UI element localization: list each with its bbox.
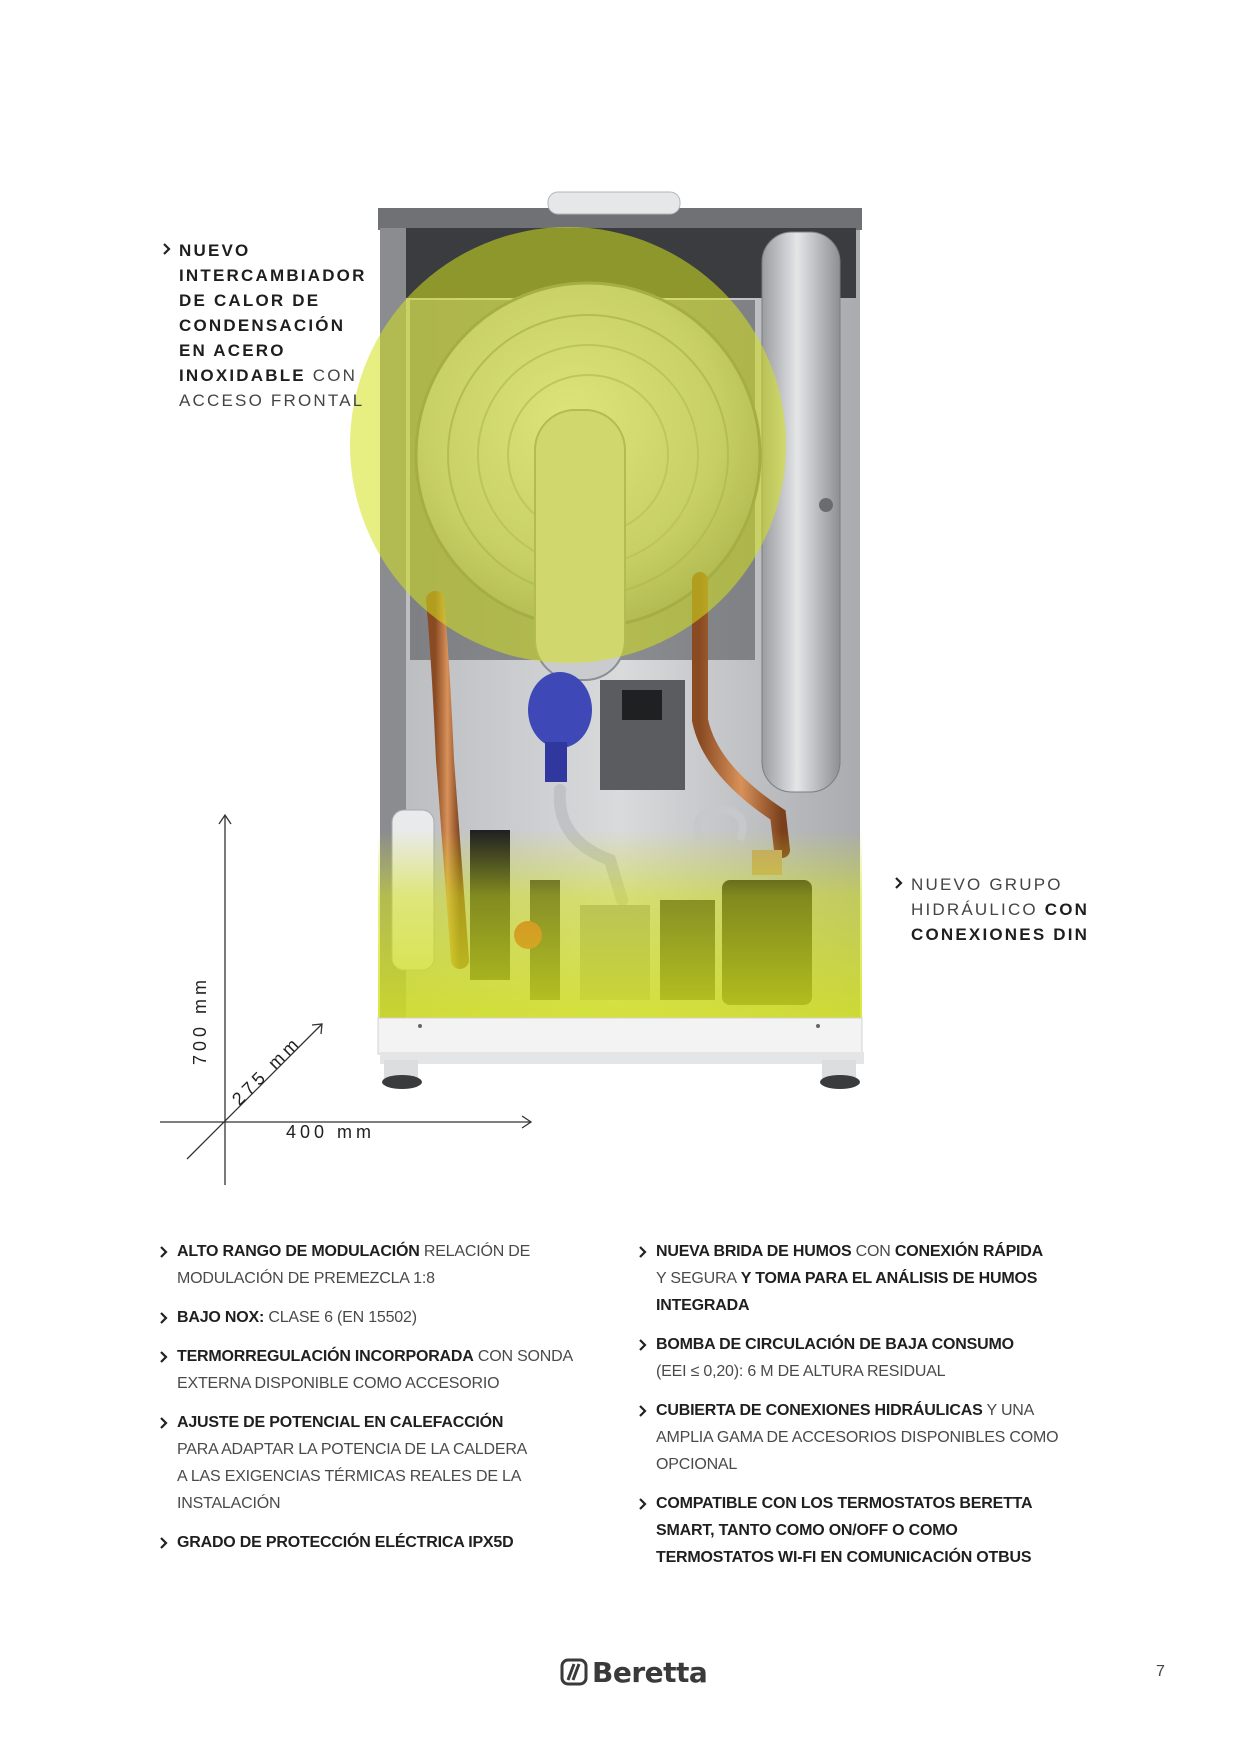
chevron-right-icon <box>159 1311 169 1325</box>
regular-text: PARA ADAPTAR LA POTENCIA DE LA CALDERA <box>177 1441 528 1458</box>
text-line <box>179 363 367 388</box>
bold-text: Y TOMA PARA EL ANÁLISIS DE HUMOS <box>736 1270 1038 1287</box>
bold-text: NUEVA BRIDA DE HUMOS <box>656 1243 852 1260</box>
text-line <box>911 872 1089 897</box>
chevron-right-icon <box>638 1245 648 1259</box>
bold-text: INTEGRADA <box>656 1297 750 1314</box>
bold-text: CONDENSACIÓN <box>179 316 346 335</box>
regular-text: Y SEGURA <box>656 1270 737 1287</box>
bold-text: CON <box>1037 900 1090 919</box>
regular-text: A LAS EXIGENCIAS TÉRMICAS REALES DE LA <box>177 1468 522 1485</box>
regular-text: CON SONDA <box>473 1348 573 1365</box>
chevron-right-icon <box>159 1245 169 1259</box>
bold-text: SMART, TANTO COMO ON/OFF O COMO <box>656 1522 958 1539</box>
bold-text: BOMBA DE CIRCULACIÓN DE BAJA CONSUMO <box>656 1336 1014 1353</box>
feature-item <box>656 1331 1014 1385</box>
text-line <box>179 288 367 313</box>
text-line <box>179 338 367 363</box>
bold-text: EN ACERO <box>179 341 286 360</box>
regular-text: ACCESO FRONTAL <box>179 391 365 410</box>
text-line <box>656 1397 1058 1424</box>
bold-text: BAJO NOX: <box>177 1309 265 1326</box>
text-line <box>656 1490 1032 1517</box>
text-line <box>656 1265 1043 1292</box>
bold-text: CUBIERTA DE CONEXIONES HIDRÁULICAS <box>656 1402 983 1419</box>
bold-text: INTERCAMBIADOR <box>179 266 367 285</box>
bold-text: AJUSTE DE POTENCIAL EN CALEFACCIÓN <box>177 1414 504 1431</box>
bold-text: CONEXIONES DIN <box>911 925 1090 944</box>
bold-text: CONEXIÓN RÁPIDA <box>894 1243 1044 1260</box>
text-line <box>656 1424 1058 1451</box>
bold-text: DE CALOR DE <box>179 291 321 310</box>
chevron-right-icon <box>638 1338 648 1352</box>
regular-text: AMPLIA GAMA DE ACCESORIOS DISPONIBLES COMO <box>656 1429 1059 1446</box>
text-line <box>179 388 367 413</box>
text-line <box>177 1265 530 1292</box>
text-line <box>177 1490 527 1517</box>
text-line <box>177 1238 530 1265</box>
regular-text: INSTALACIÓN <box>177 1495 281 1512</box>
text-line <box>177 1343 573 1370</box>
brand-name: Beretta <box>592 1655 708 1689</box>
chevron-right-icon <box>638 1404 648 1418</box>
chevron-right-icon <box>162 242 172 256</box>
beretta-logo-icon <box>560 1658 588 1686</box>
feature-item <box>656 1397 1058 1478</box>
dimension-width-label: 400 mm <box>286 1122 376 1142</box>
feature-item <box>177 1238 530 1292</box>
chevron-right-icon <box>894 876 904 890</box>
regular-text: EXTERNA DISPONIBLE COMO ACCESORIO <box>177 1375 500 1392</box>
regular-text: MODULACIÓN DE PREMEZCLA 1:8 <box>177 1270 435 1287</box>
chevron-right-icon <box>159 1416 169 1430</box>
text-line <box>656 1292 1043 1319</box>
feature-item <box>177 1409 527 1517</box>
text-line <box>179 263 367 288</box>
text-line <box>911 922 1089 947</box>
text-line <box>177 1409 527 1436</box>
text-line <box>177 1304 417 1331</box>
text-line <box>177 1436 527 1463</box>
text-line <box>177 1529 513 1556</box>
regular-text: HIDRÁULICO <box>911 900 1038 919</box>
brand-logo <box>560 1656 707 1688</box>
text-line <box>656 1451 1058 1478</box>
regular-text: OPCIONAL <box>656 1456 738 1473</box>
chevron-right-icon <box>159 1536 169 1550</box>
bold-text: NUEVO <box>179 241 251 260</box>
feature-item <box>656 1490 1032 1571</box>
feature-item <box>656 1238 1043 1319</box>
page-number: 7 <box>1156 1663 1165 1680</box>
bold-text: COMPATIBLE CON LOS TERMOSTATOS BERETTA <box>656 1495 1033 1512</box>
text-line <box>179 238 367 263</box>
chevron-right-icon <box>159 1350 169 1364</box>
bold-text: GRADO DE PROTECCIÓN ELÉCTRICA IPX5D <box>177 1534 514 1551</box>
bold-text: TERMOSTATOS WI-FI EN COMUNICACIÓN OTBUS <box>656 1549 1032 1566</box>
bold-text: INOXIDABLE <box>179 366 306 385</box>
regular-text: CON <box>851 1243 895 1260</box>
text-line <box>656 1358 1014 1385</box>
dimension-depth-label: 275 mm <box>228 1032 306 1110</box>
text-line <box>177 1370 573 1397</box>
feature-item <box>177 1343 573 1397</box>
text-line <box>911 897 1089 922</box>
regular-text: (EEI ≤ 0,20): 6 M DE ALTURA RESIDUAL <box>656 1363 946 1380</box>
bold-text: TERMORREGULACIÓN INCORPORADA <box>177 1348 474 1365</box>
text-line <box>179 313 367 338</box>
text-line <box>656 1238 1043 1265</box>
dimension-height-label: 700 mm <box>190 975 210 1065</box>
regular-text: NUEVO GRUPO <box>911 875 1063 894</box>
regular-text: Y UNA <box>982 1402 1035 1419</box>
text-line <box>656 1544 1032 1571</box>
regular-text: CON <box>305 366 358 385</box>
text-line <box>656 1517 1032 1544</box>
bold-text: ALTO RANGO DE MODULACIÓN <box>177 1243 420 1260</box>
regular-text: RELACIÓN DE <box>419 1243 531 1260</box>
callout-heat-exchanger <box>162 238 367 413</box>
chevron-right-icon <box>638 1497 648 1511</box>
feature-item <box>177 1529 513 1556</box>
text-line <box>656 1331 1014 1358</box>
callout-hydraulic-group <box>894 872 1089 947</box>
regular-text: CLASE 6 (EN 15502) <box>264 1309 417 1326</box>
feature-item <box>177 1304 417 1331</box>
text-line <box>177 1463 527 1490</box>
